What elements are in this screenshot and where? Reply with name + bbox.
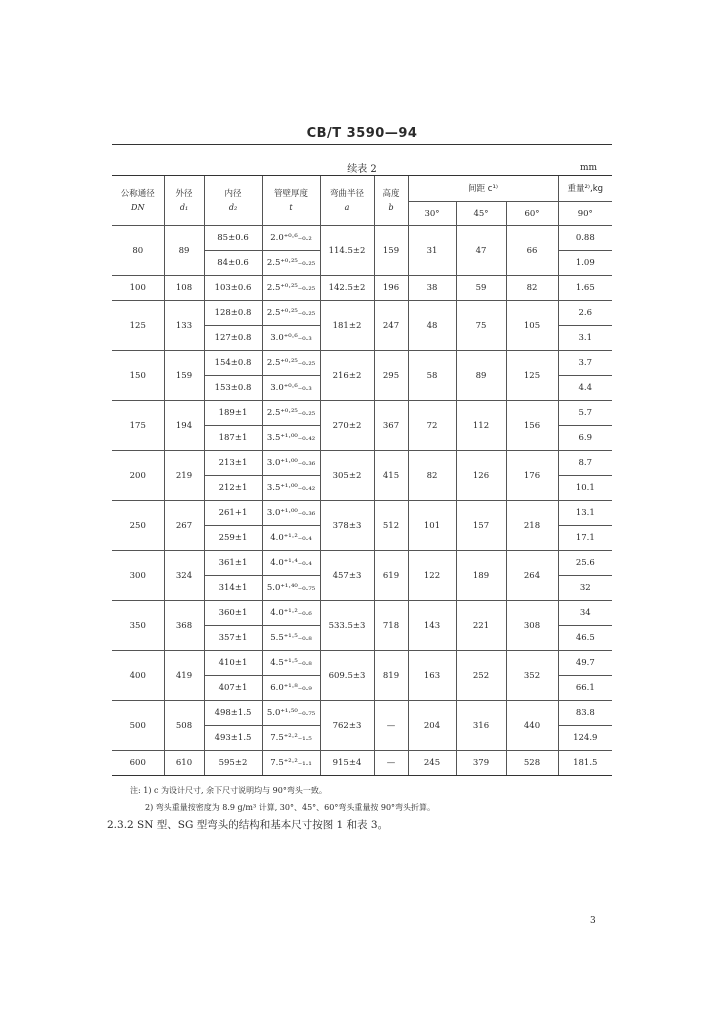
table-row [112, 651, 612, 676]
height-cell: — [374, 701, 408, 751]
weight-cell: 3.1 [558, 326, 612, 351]
inner-diameter-cell: 595±2 [204, 751, 262, 776]
inner-diameter-cell: 407±1 [204, 676, 262, 701]
height-cell: 367 [374, 401, 408, 451]
wall-thickness-cell: 7.5⁺²·²₋₁.₅ [262, 726, 320, 751]
spacing-60-cell: 66 [506, 226, 558, 276]
inner-diameter-cell: 213±1 [204, 451, 262, 476]
dn-cell: 500 [112, 701, 164, 751]
height-cell: 196 [374, 276, 408, 301]
inner-diameter-cell: 493±1.5 [204, 726, 262, 751]
header-dn: 公称通径 DN [112, 176, 164, 226]
height-cell: 619 [374, 551, 408, 601]
weight-cell: 66.1 [558, 676, 612, 701]
header-weight: 重量²⁾,kg [558, 176, 612, 202]
outer-diameter-cell: 159 [164, 351, 204, 401]
bend-radius-cell: 142.5±2 [320, 276, 374, 301]
spacing-30-cell: 82 [408, 451, 456, 501]
wall-thickness-cell: 3.0⁺⁰·⁶₋₀.₃ [262, 376, 320, 401]
inner-diameter-cell: 357±1 [204, 626, 262, 651]
bend-radius-cell: 378±3 [320, 501, 374, 551]
spacing-30-cell: 48 [408, 301, 456, 351]
spacing-45-cell: 221 [456, 601, 506, 651]
spacing-60-cell: 528 [506, 751, 558, 776]
spacing-45-cell: 189 [456, 551, 506, 601]
bend-radius-cell: 216±2 [320, 351, 374, 401]
table-row [112, 501, 612, 526]
weight-cell: 13.1 [558, 501, 612, 526]
spacing-30-cell: 122 [408, 551, 456, 601]
spacing-60-cell: 218 [506, 501, 558, 551]
dn-cell: 80 [112, 226, 164, 276]
spacing-60-cell: 156 [506, 401, 558, 451]
dn-cell: 150 [112, 351, 164, 401]
table-caption: 续表 2 [347, 164, 377, 175]
outer-diameter-cell: 508 [164, 701, 204, 751]
inner-diameter-cell: 314±1 [204, 576, 262, 601]
weight-cell: 124.9 [558, 726, 612, 751]
inner-diameter-cell: 187±1 [204, 426, 262, 451]
inner-diameter-cell: 189±1 [204, 401, 262, 426]
table-row [112, 751, 612, 776]
height-cell: 718 [374, 601, 408, 651]
dn-cell: 125 [112, 301, 164, 351]
spacing-30-cell: 31 [408, 226, 456, 276]
table-row [112, 451, 612, 476]
spacing-45-cell: 316 [456, 701, 506, 751]
header-spacing: 间距 c¹⁾ [408, 176, 558, 202]
dn-cell: 250 [112, 501, 164, 551]
spacing-45-cell: 89 [456, 351, 506, 401]
wall-thickness-cell: 6.0⁺¹·⁸₋₀.₉ [262, 676, 320, 701]
standard-code: CB/T 3590—94 [306, 126, 418, 141]
spacing-60-cell: 440 [506, 701, 558, 751]
header-wall-thickness: 管壁厚度 t [262, 176, 320, 226]
outer-diameter-cell: 324 [164, 551, 204, 601]
table-notes [130, 782, 435, 816]
height-cell: 159 [374, 226, 408, 276]
wall-thickness-cell: 5.0⁺¹·⁴⁰₋₀.₇₅ [262, 576, 320, 601]
inner-diameter-cell: 154±0.8 [204, 351, 262, 376]
inner-diameter-cell: 84±0.6 [204, 251, 262, 276]
weight-cell: 32 [558, 576, 612, 601]
bend-radius-cell: 457±3 [320, 551, 374, 601]
inner-diameter-cell: 410±1 [204, 651, 262, 676]
spacing-60-cell: 125 [506, 351, 558, 401]
wall-thickness-cell: 2.5⁺⁰·²⁵₋₀.₂₅ [262, 401, 320, 426]
inner-diameter-cell: 128±0.8 [204, 301, 262, 326]
spacing-30-cell: 72 [408, 401, 456, 451]
outer-diameter-cell: 267 [164, 501, 204, 551]
bend-radius-cell: 181±2 [320, 301, 374, 351]
spacing-45-cell: 126 [456, 451, 506, 501]
outer-diameter-cell: 133 [164, 301, 204, 351]
weight-cell: 17.1 [558, 526, 612, 551]
table-row [112, 226, 612, 251]
bend-radius-cell: 533.5±3 [320, 601, 374, 651]
table-row [112, 301, 612, 326]
weight-cell: 3.7 [558, 351, 612, 376]
height-cell: 247 [374, 301, 408, 351]
bend-radius-cell: 114.5±2 [320, 226, 374, 276]
inner-diameter-cell: 361±1 [204, 551, 262, 576]
outer-diameter-cell: 108 [164, 276, 204, 301]
spacing-30-cell: 245 [408, 751, 456, 776]
wall-thickness-cell: 7.5⁺²·²₋₁.₁ [262, 751, 320, 776]
note-1: 注: 1) c 为设计尺寸, 余下尺寸说明均与 90°弯头一致。 [130, 786, 327, 795]
outer-diameter-cell: 89 [164, 226, 204, 276]
bend-radius-cell: 609.5±3 [320, 651, 374, 701]
weight-cell: 1.65 [558, 276, 612, 301]
wall-thickness-cell: 3.0⁺¹·⁰⁰₋₀.₃₆ [262, 451, 320, 476]
wall-thickness-cell: 4.0⁺¹·²₋₀.₄ [262, 526, 320, 551]
weight-cell: 4.4 [558, 376, 612, 401]
spacing-45-cell: 157 [456, 501, 506, 551]
spacing-60-cell: 308 [506, 601, 558, 651]
inner-diameter-cell: 498±1.5 [204, 701, 262, 726]
dn-cell: 200 [112, 451, 164, 501]
wall-thickness-cell: 3.5⁺¹·⁰⁰₋₀.₄₂ [262, 476, 320, 501]
weight-cell: 25.6 [558, 551, 612, 576]
inner-diameter-cell: 85±0.6 [204, 226, 262, 251]
height-cell: 512 [374, 501, 408, 551]
dn-cell: 400 [112, 651, 164, 701]
spacing-45-cell: 112 [456, 401, 506, 451]
wall-thickness-cell: 4.5⁺¹·⁵₋₀.₈ [262, 651, 320, 676]
inner-diameter-cell: 127±0.8 [204, 326, 262, 351]
header-bend-radius: 弯曲半径 a [320, 176, 374, 226]
outer-diameter-cell: 610 [164, 751, 204, 776]
header-spacing-30: 30° [408, 202, 456, 226]
header-height: 高度 b [374, 176, 408, 226]
wall-thickness-cell: 5.0⁺¹·⁵⁰₋₀.₇₅ [262, 701, 320, 726]
weight-cell: 1.09 [558, 251, 612, 276]
dn-cell: 300 [112, 551, 164, 601]
section-2-3-2: 2.3.2 SN 型、SG 型弯头的结构和基本尺寸按图 1 和表 3。 [107, 819, 389, 831]
weight-cell: 10.1 [558, 476, 612, 501]
header-spacing-45: 45° [456, 202, 506, 226]
table-row [112, 551, 612, 576]
dn-cell: 600 [112, 751, 164, 776]
spacing-45-cell: 75 [456, 301, 506, 351]
outer-diameter-cell: 194 [164, 401, 204, 451]
height-cell: — [374, 751, 408, 776]
weight-cell: 2.6 [558, 301, 612, 326]
weight-cell: 83.8 [558, 701, 612, 726]
inner-diameter-cell: 153±0.8 [204, 376, 262, 401]
wall-thickness-cell: 4.0⁺¹·⁴₋₀.₄ [262, 551, 320, 576]
wall-thickness-cell: 2.5⁺⁰·²⁵₋₀.₂₅ [262, 301, 320, 326]
inner-diameter-cell: 360±1 [204, 601, 262, 626]
spacing-30-cell: 58 [408, 351, 456, 401]
note-2: 2) 弯头重量按密度为 8.9 g/m³ 计算, 30°、45°、60°弯头重量按 90°弯头折算。 [145, 803, 436, 812]
spacing-45-cell: 59 [456, 276, 506, 301]
table-row [112, 601, 612, 626]
wall-thickness-cell: 3.0⁺¹·⁰⁰₋₀.₃₆ [262, 501, 320, 526]
weight-cell: 0.88 [558, 226, 612, 251]
bend-radius-cell: 915±4 [320, 751, 374, 776]
spacing-30-cell: 163 [408, 651, 456, 701]
spacing-60-cell: 352 [506, 651, 558, 701]
bend-radius-cell: 762±3 [320, 701, 374, 751]
wall-thickness-cell: 3.5⁺¹·⁰⁰₋₀.₄₂ [262, 426, 320, 451]
wall-thickness-cell: 3.0⁺⁰·⁶₋₀.₃ [262, 326, 320, 351]
outer-diameter-cell: 419 [164, 651, 204, 701]
table-row [112, 351, 612, 376]
spacing-30-cell: 204 [408, 701, 456, 751]
inner-diameter-cell: 259±1 [204, 526, 262, 551]
dn-cell: 175 [112, 401, 164, 451]
spacing-60-cell: 176 [506, 451, 558, 501]
spacing-45-cell: 379 [456, 751, 506, 776]
header-outer-diameter: 外径 d₁ [164, 176, 204, 226]
wall-thickness-cell: 2.5⁺⁰·²⁵₋₀.₂₅ [262, 276, 320, 301]
wall-thickness-cell: 5.5⁺¹·⁵₋₀.₈ [262, 626, 320, 651]
table-row [112, 401, 612, 426]
height-cell: 415 [374, 451, 408, 501]
spacing-30-cell: 143 [408, 601, 456, 651]
inner-diameter-cell: 261+1 [204, 501, 262, 526]
spacing-45-cell: 252 [456, 651, 506, 701]
dn-cell: 100 [112, 276, 164, 301]
page-number: 3 [590, 916, 596, 926]
weight-cell: 34 [558, 601, 612, 626]
spacing-30-cell: 38 [408, 276, 456, 301]
header-rule [112, 144, 612, 145]
height-cell: 819 [374, 651, 408, 701]
wall-thickness-cell: 2.5⁺⁰·²⁵₋₀.₂₅ [262, 251, 320, 276]
weight-cell: 5.7 [558, 401, 612, 426]
dn-cell: 350 [112, 601, 164, 651]
header-weight-90: 90° [558, 202, 612, 226]
spacing-45-cell: 47 [456, 226, 506, 276]
spacing-60-cell: 82 [506, 276, 558, 301]
header-inner-diameter: 内径 d₂ [204, 176, 262, 226]
inner-diameter-cell: 212±1 [204, 476, 262, 501]
weight-cell: 49.7 [558, 651, 612, 676]
table-unit: mm [580, 163, 598, 173]
outer-diameter-cell: 219 [164, 451, 204, 501]
wall-thickness-cell: 2.0⁺⁰·⁶₋₀.₂ [262, 226, 320, 251]
wall-thickness-cell: 2.5⁺⁰·²⁵₋₀.₂₅ [262, 351, 320, 376]
dimension-table [112, 175, 612, 776]
outer-diameter-cell: 368 [164, 601, 204, 651]
table-row [112, 276, 612, 301]
spacing-30-cell: 101 [408, 501, 456, 551]
inner-diameter-cell: 103±0.6 [204, 276, 262, 301]
spacing-60-cell: 264 [506, 551, 558, 601]
weight-cell: 8.7 [558, 451, 612, 476]
weight-cell: 46.5 [558, 626, 612, 651]
table-row [112, 701, 612, 726]
bend-radius-cell: 270±2 [320, 401, 374, 451]
weight-cell: 181.5 [558, 751, 612, 776]
header-spacing-60: 60° [506, 202, 558, 226]
wall-thickness-cell: 4.0⁺¹·²₋₀.₆ [262, 601, 320, 626]
weight-cell: 6.9 [558, 426, 612, 451]
height-cell: 295 [374, 351, 408, 401]
bend-radius-cell: 305±2 [320, 451, 374, 501]
spacing-60-cell: 105 [506, 301, 558, 351]
